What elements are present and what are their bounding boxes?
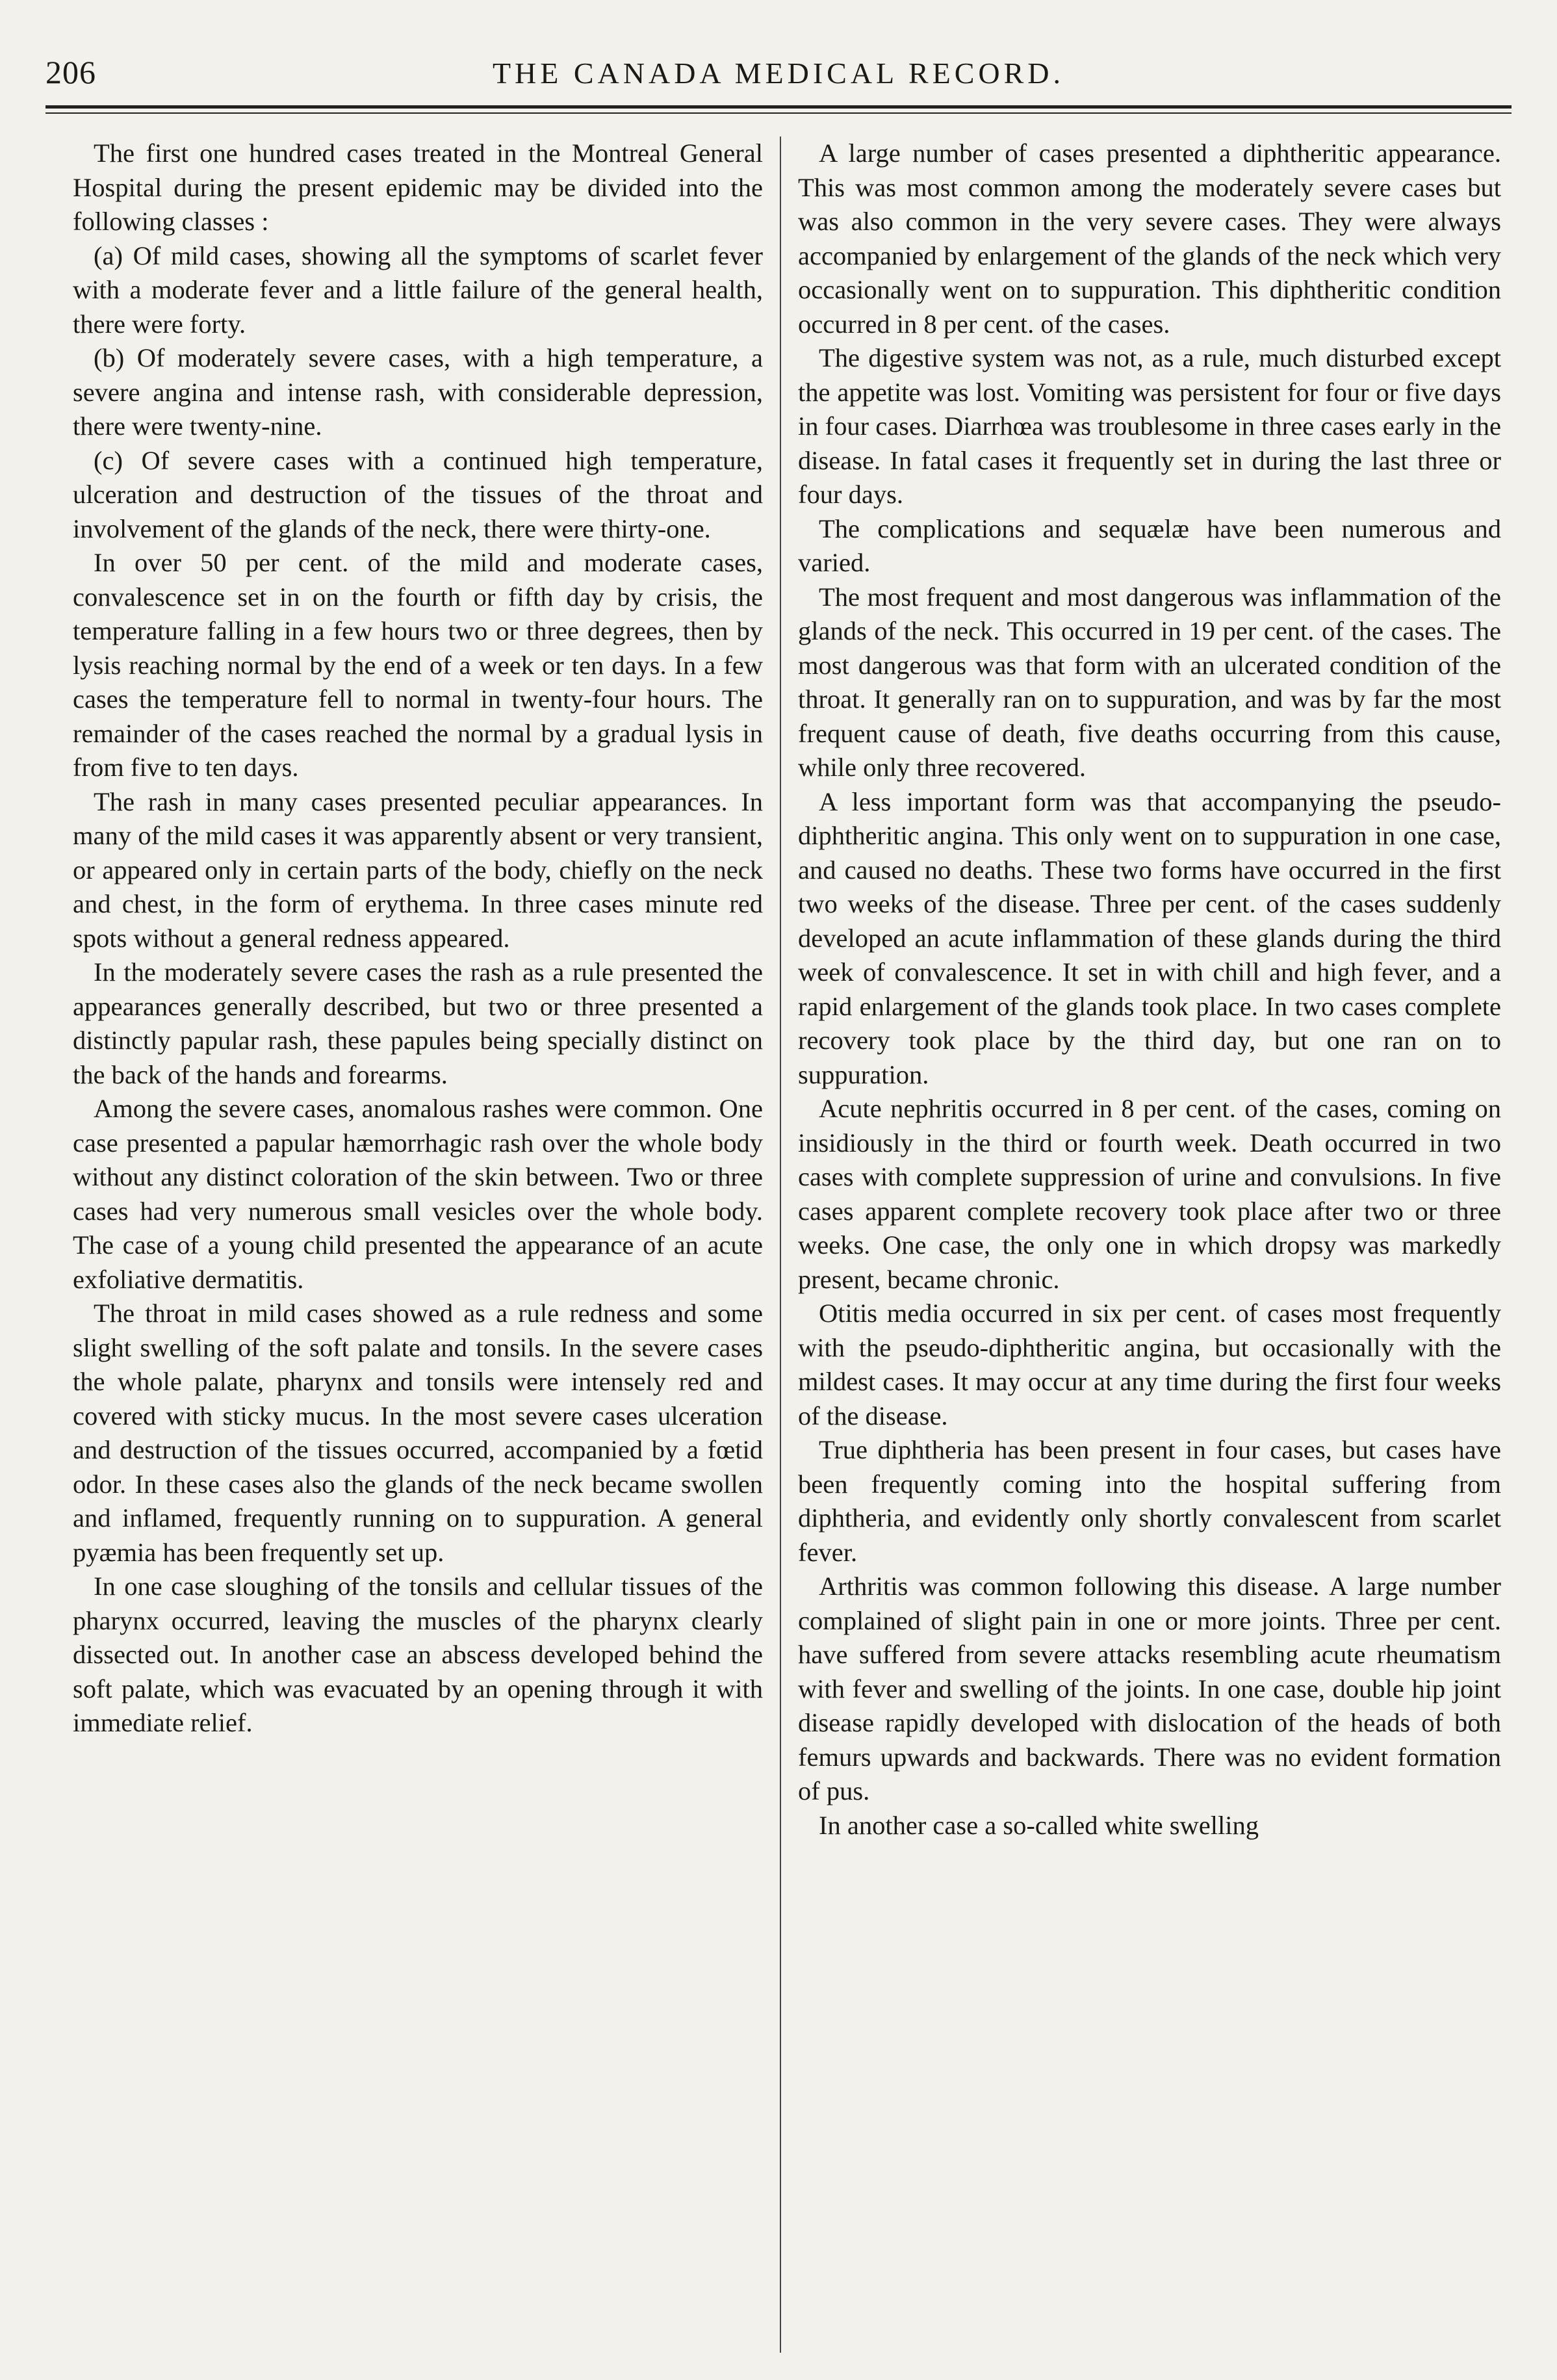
paragraph: True diphtheria has been present in four cases, but cases have been frequently coming into the hospital suffering from diphtheria, and evidently only shortly convalescent from scarlet fever. (798, 1435, 1501, 1567)
paragraph: In another case a so-called white swelling (819, 1810, 1259, 1840)
paragraph: The throat in mild cases showed as a rule redness and some slight swelling of the soft palate and tonsils. In the severe cases the whole palate, pharynx and tonsils were intensely red and covered with sticky mucus. In the most severe cases ulceration and destruction of the tissues occurred, accompanied by a fœtid odor. In these cases also the glands of the neck became swollen and inflamed, frequently running on to suppuration. A general pyæmia has been frequently set up. (73, 1299, 763, 1567)
column-divider (780, 136, 781, 2353)
right-column (798, 136, 1501, 2354)
paragraph: The rash in many cases presented peculiar appearances. In many of the mild cases it was apparently absent or very transient, or appeared only in certain parts of the body, chiefly on the neck and chest, in the form of erythema. In three cases minute red spots without a general redness appeared. (73, 786, 763, 953)
paragraph: In over 50 per cent. of the mild and moderate cases, convalescence set in on the fourth or fifth day by crisis, the temperature falling in a few hours two or three degrees, then by lysis reaching normal by the end of a week or ten days. In a few cases the temperature fell to normal in twenty-four hours. The remainder of the cases reached the normal by a gradual lysis in from five to ten days. (73, 548, 763, 782)
paragraph: Acute nephritis occurred in 8 per cent. of the cases, coming on insidiously in the third or fourth week. Death occurred in two cases with complete suppression of urine and convulsions. In five cases apparent complete recovery took place after two or three weeks. One case, the only one in which dropsy was markedly present, became chronic. (798, 1094, 1501, 1294)
journal-title: THE CANADA MEDICAL RECORD. (492, 57, 1065, 90)
paragraph: The first one hundred cases treated in the Montreal General Hospital during the present epidemic may be divided into the following classes : (73, 138, 763, 236)
paragraph: (a) Of mild cases, showing all the symptoms of scarlet fever with a moderate fever and a little failure of the general health, there were forty. (73, 240, 763, 339)
paragraph: Otitis media occurred in six per cent. of cases most frequently with the pseudo-diphtheritic angina, but occasionally with the mildest cases. It may occur at any time during the first four weeks of the disease. (798, 1299, 1501, 1430)
paragraph: The most frequent and most dangerous was inflammation of the glands of the neck. This occurred in 19 per cent. of the cases. The most dangerous was that form with an ulcerated condition of the throat. It generally ran on to suppuration, and was by far the most frequent cause of death, five deaths occurring from this cause, while only three recovered. (798, 582, 1501, 782)
header-rule-thin (45, 112, 1512, 114)
page-number: 206 (45, 54, 96, 90)
left-column (73, 136, 763, 2354)
paragraph: (c) Of severe cases with a continued high temperature, ulceration and destruction of the tissues of the throat and involvement of the glands of the neck, there were thirty-one. (73, 445, 763, 543)
paragraph: A large number of cases presented a diphtheritic appearance. This was most common among the moderately severe cases but was also common in the very severe cases. They were always accompanied by enlargement of the glands of the neck which very occasionally went on to suppuration. This diphtheritic condition occurred in 8 per cent. of the cases. (798, 138, 1501, 339)
paragraph: (b) Of moderately severe cases, with a high temperature, a severe angina and intense rash, with considerable depression, there were twenty-nine. (73, 343, 763, 441)
running-header (45, 45, 1512, 97)
paragraph: In the moderately severe cases the rash as a rule presented the appearances generally described, but two or three presented a distinctly papular rash, these papules being specially distinct on the back of the hands and forearms. (73, 957, 763, 1089)
header-rule-thick (45, 105, 1512, 109)
paragraph: A less important form was that accompanying the pseudo-diphtheritic angina. This only went on to suppuration in one case, and caused no deaths. These two forms have occurred in the first two weeks of the disease. Three per cent. of the cases suddenly developed an acute inflammation of these glands during the third week of convalescence. It set in with chill and high fever, and a rapid enlargement of the glands took place. In two cases complete recovery took place by the third day, but one ran on to suppuration. (798, 786, 1501, 1089)
paragraph: The complications and sequælæ have been numerous and varied. (798, 513, 1501, 577)
paragraph: The digestive system was not, as a rule, much disturbed except the appetite was lost. Vomiting was persistent for four or five days in four cases. Diarrhœa was troublesome in three cases early in the disease. In fatal cases it frequently set in during the last three or four days. (798, 343, 1501, 509)
paragraph: In one case sloughing of the tonsils and cellular tissues of the pharynx occurred, leaving the muscles of the pharynx clearly dissected out. In another case an abscess developed behind the soft palate, which was evacuated by an opening through it with immediate relief. (73, 1572, 763, 1737)
paragraph: Arthritis was common following this disease. A large number complained of slight pain in one or more joints. Three per cent. have suffered from severe attacks resembling acute rheumatism with fever and swelling of the joints. In one case, double hip joint disease rapidly developed with dislocation of the heads of both femurs upwards and backwards. There was no evident formation of pus. (798, 1572, 1501, 1805)
paragraph: Among the severe cases, anomalous rashes were common. One case presented a papular hæmorrhagic rash over the whole body without any distinct coloration of the skin between. Two or three cases had very numerous small vesicles over the whole body. The case of a young child presented the appearance of an acute exfoliative dermatitis. (73, 1094, 763, 1294)
